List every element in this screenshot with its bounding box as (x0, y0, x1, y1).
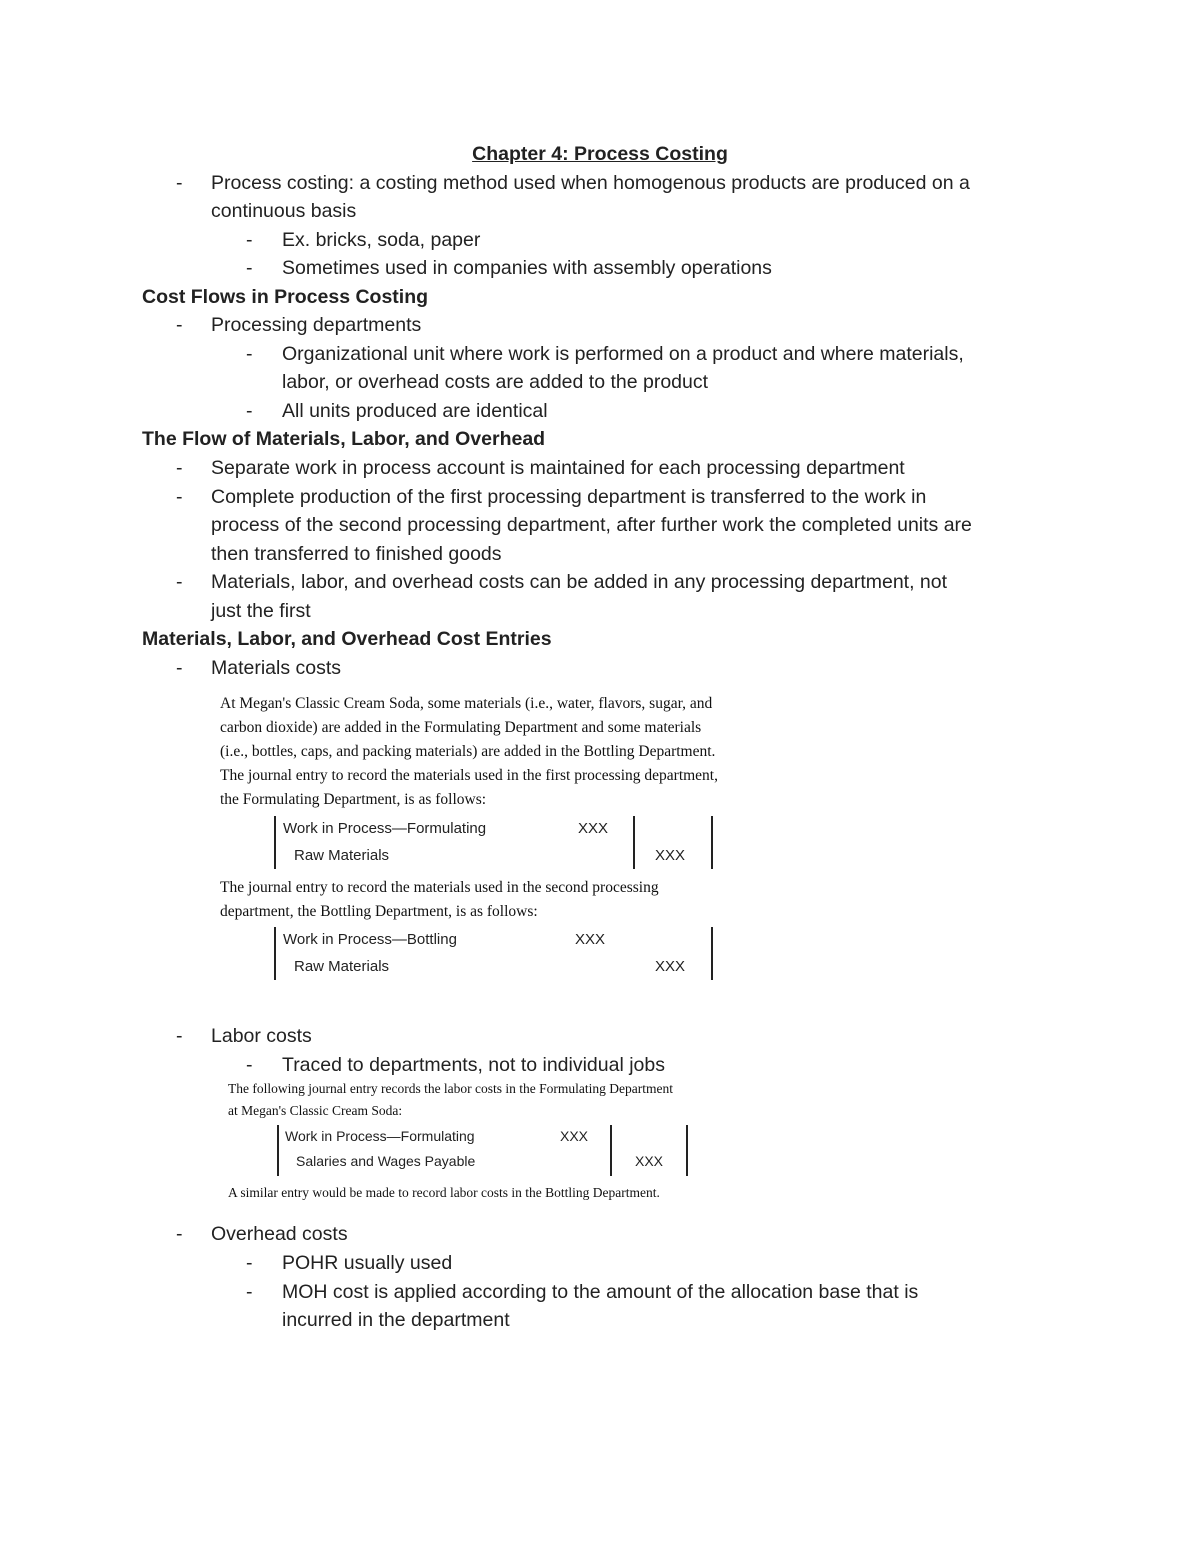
list-item-continuation: labor, or overhead costs are added to the product (282, 371, 709, 394)
image-text: A similar entry would be made to record labor costs in the Bottling Department. (228, 1185, 660, 1201)
list-item-continuation: incurred in the department (282, 1309, 510, 1332)
list-item: - Process costing: a costing method used when homogenous products are produced on a (176, 171, 970, 194)
image-text: at Megan's Classic Cream Soda: (228, 1103, 403, 1119)
debit-account: Work in Process—Formulating (283, 820, 487, 838)
image-text: (i.e., bottles, caps, and packing materials) are added in the Bottling Department. (220, 743, 716, 761)
labor-journal-image (0, 1079, 1200, 1220)
image-text: The journal entry to record the materials used in the first processing department, (220, 767, 718, 785)
credit-account: Raw Materials (294, 958, 390, 976)
list-item: - Traced to departments, not to individual jobs (246, 1053, 665, 1076)
list-item: - Materials costs (176, 656, 342, 679)
list-item: - Overhead costs (176, 1223, 348, 1246)
list-item: - Organizational unit where work is performed on a product and where materials, (246, 342, 964, 365)
credit-account: Salaries and Wages Payable (296, 1153, 476, 1170)
image-text: The following journal entry records the labor costs in the Formulating Department (228, 1081, 674, 1097)
image-text: department, the Bottling Department, is as follows: (220, 903, 538, 921)
credit-amount: XXX (655, 847, 686, 865)
credit-account: Raw Materials (294, 847, 390, 865)
list-item-continuation: continuous basis (211, 200, 357, 223)
image-text: The journal entry to record the materials used in the second processing (220, 879, 659, 897)
page-title: Chapter 4: Process Costing (472, 143, 728, 165)
debit-amount: XXX (575, 931, 606, 949)
list-item-continuation: just the first (211, 599, 311, 622)
image-text: carbon dioxide) are added in the Formulating Department and some materials (220, 719, 702, 737)
materials-journal-image (0, 682, 1200, 1022)
section-heading: The Flow of Materials, Labor, and Overhead (142, 428, 546, 451)
list-item: - Complete production of the first processing department is transferred to the work in (176, 485, 927, 508)
debit-account: Work in Process—Bottling (283, 931, 457, 949)
section-heading: Materials, Labor, and Overhead Cost Entries (142, 628, 552, 651)
list-item: - Processing departments (176, 314, 422, 337)
list-item: - MOH cost is applied according to the amount of the allocation base that is (246, 1280, 919, 1303)
list-item-continuation: process of the second processing department, after further work the completed units are (211, 514, 972, 537)
list-item: - Separate work in process account is maintained for each processing department (176, 457, 905, 480)
debit-amount: XXX (578, 820, 609, 838)
debit-amount: XXX (560, 1128, 589, 1145)
list-item: - Ex. bricks, soda, paper (246, 228, 481, 251)
image-text: the Formulating Department, is as follows: (220, 791, 487, 809)
list-item: - POHR usually used (246, 1252, 453, 1275)
list-item: - Labor costs (176, 1025, 312, 1048)
section-heading: Cost Flows in Process Costing (142, 285, 429, 308)
list-item: - Sometimes used in companies with assembly operations (246, 257, 772, 280)
list-item-continuation: then transferred to finished goods (211, 542, 502, 565)
list-item: - Materials, labor, and overhead costs can be added in any processing department, not (176, 571, 948, 594)
debit-account: Work in Process—Formulating (285, 1128, 475, 1145)
list-item: - All units produced are identical (246, 399, 548, 422)
document (0, 140, 1200, 1335)
image-text: At Megan's Classic Cream Soda, some materials (i.e., water, flavors, sugar, and (220, 695, 713, 713)
credit-amount: XXX (635, 1153, 664, 1170)
credit-amount: XXX (655, 958, 686, 976)
